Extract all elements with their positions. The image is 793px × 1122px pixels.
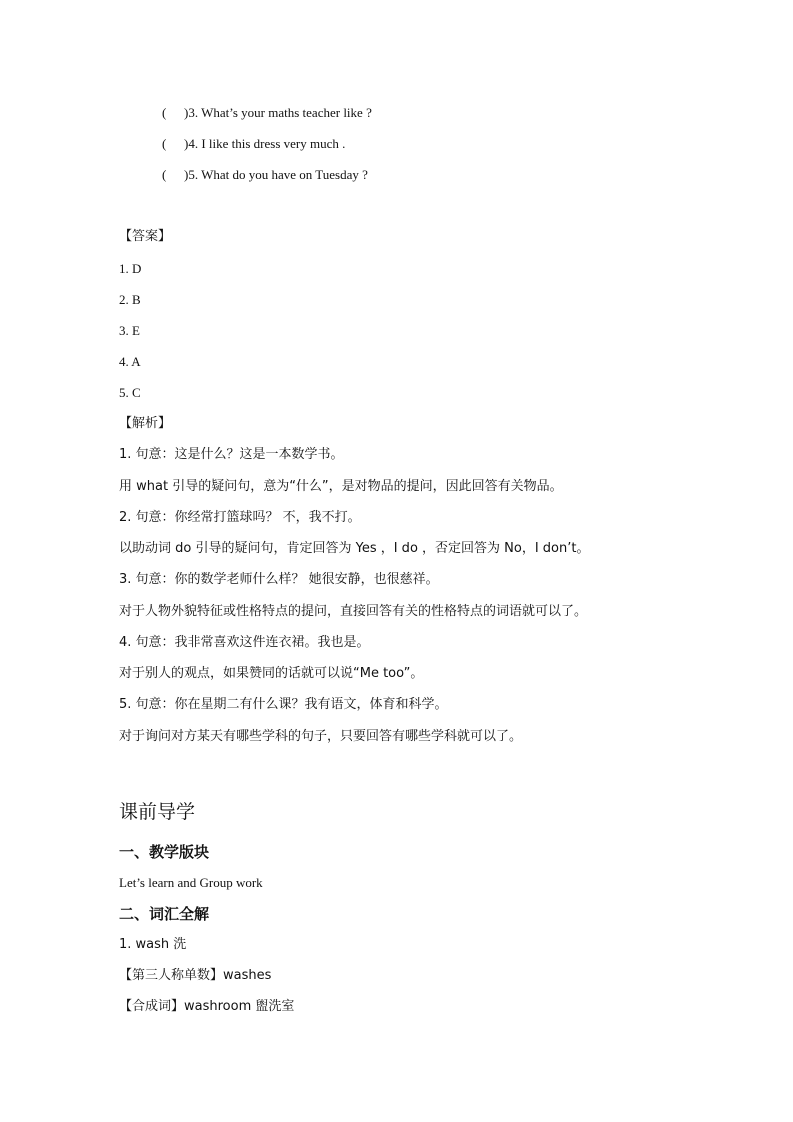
analysis-line: 用 what 引导的疑问句，意为“什么”，是对物品的提问，因此回答有关物品。 [119,479,563,494]
analysis-line: 3. 句意：你的数学老师什么样？ 她很安静，也很慈祥。 [119,572,439,587]
analysis-line: 对于询问对方某天有哪些学科的句子，只要回答有哪些学科就可以了。 [119,729,523,744]
question-text: )4. I like this dress very much . [184,136,346,151]
vocab-line: 【合成词】washroom 盥洗室 [119,999,295,1014]
question-text: )3. What’s your maths teacher like ? [184,105,372,120]
section-2-title: 二、词汇全解 [119,905,210,923]
answer-blank: ( [162,105,167,120]
analysis-line: 对于别人的观点，如果赞同的话就可以说“Me too”。 [119,666,424,681]
analysis-line: 1. 句意：这是什么？这是一本数学书。 [119,447,344,462]
question-text: )5. What do you have on Tuesday ? [184,167,368,182]
analysis-line: 4. 句意：我非常喜欢这件连衣裙。我也是。 [119,635,370,650]
answer-item: 4. A [119,354,141,369]
section-1-title: 一、教学版块 [119,843,210,861]
section-title: 课前导学 [119,801,196,823]
vocab-line: 1. wash 洗 [119,937,187,952]
answer-item: 3. E [119,323,140,338]
section-1-text: Let’s learn and Group work [119,875,263,890]
answer-item: 2. B [119,292,141,307]
analysis-line: 以助动词 do 引导的疑问句，肯定回答为 Yes ，I do ，否定回答为 No，I don’t。 [119,541,590,556]
analysis-header: 【解析】 [119,416,172,431]
analysis-line: 5. 句意：你在星期二有什么课？我有语文，体育和科学。 [119,697,448,712]
answer-blank: ( [162,136,167,151]
analysis-line: 对于人物外貌特征或性格特点的提问，直接回答有关的性格特点的词语就可以了。 [119,604,588,619]
analysis-line: 2. 句意：你经常打篮球吗？ 不，我不打。 [119,510,361,525]
question-item [162,167,368,183]
question-item [162,136,345,152]
answer-item: 1. D [119,261,142,276]
answer-blank: ( [162,167,167,182]
answer-item: 5. C [119,385,141,400]
vocab-line: 【第三人称单数】washes [119,968,272,983]
question-item [162,105,372,121]
answer-header: 【答案】 [119,229,172,244]
